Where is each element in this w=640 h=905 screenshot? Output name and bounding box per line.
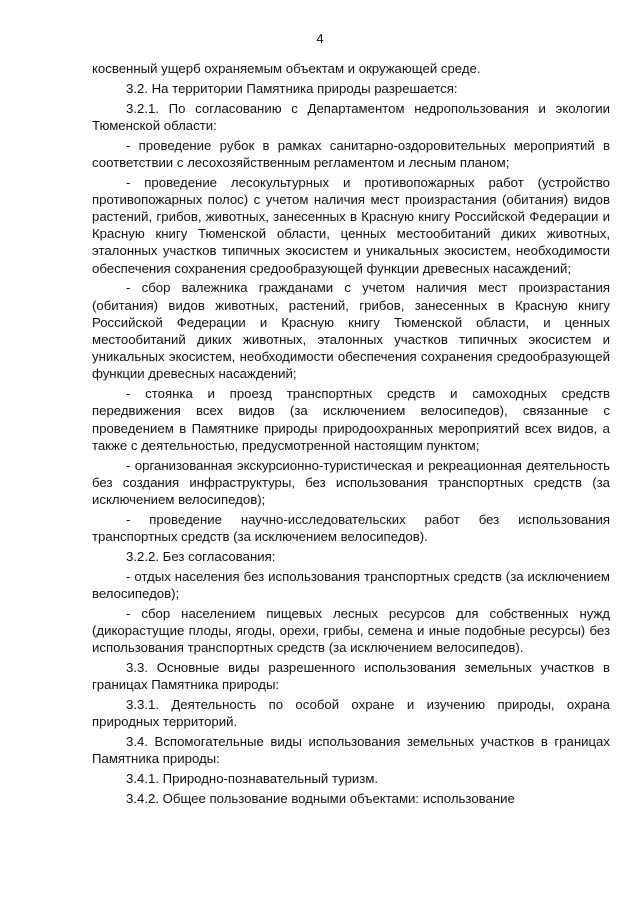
section-heading-3-2: 3.2. На территории Памятника природы разрешается: (126, 80, 458, 96)
paragraph-3-4-2: 3.4.2. Общее пользование водными объектами: использование (126, 790, 515, 806)
list-item: - проведение научно-исследовательских работ без использования транспортных средств (за исключением велосипедов). (92, 511, 610, 545)
paragraph-continuation: косвенный ущерб охраняемым объектам и окружающей среде. (92, 61, 481, 76)
paragraph-3-4-1: 3.4.1. Природно-познавательный туризм. (126, 770, 379, 786)
list-item: - отдых населения без использования транспортных средств (за исключением велосипедов); (92, 568, 610, 601)
document-body (92, 60, 610, 809)
list-item: - проведение лесокультурных и противопожарных работ (устройство противопожарных полос) с учетом наличия мест произрастания (обитания) видов растений, грибов, животных, занесенных в Красную книгу Российской Федерации и Красную книгу Тюменской области, ценных местообитаний диких животных, эталонных участков типичных экосистем и уникальных экосистем, необходимости обеспечения сохранения средообразующей функции древесных насаждений; (92, 174, 610, 276)
section-heading-3-3: 3.3. Основные виды разрешенного использования земельных участков в границах Памятника природы: (92, 659, 610, 693)
section-heading-3-4: 3.4. Вспомогательные виды использования земельных участков в границах Памятника природы: (92, 733, 610, 767)
page-number: 4 (316, 31, 324, 46)
subsection-heading-3-2-1: 3.2.1. По согласованию с Департаментом недропользования и экологии Тюменской области: (92, 100, 610, 133)
paragraph-3-3-1: 3.3.1. Деятельность по особой охране и изучению природы, охрана природных территорий. (92, 696, 610, 730)
list-item: - организованная экскурсионно-туристическая и рекреационная деятельность без создания инфраструктуры, без использования транспортных средств (за исключением велосипедов); (92, 457, 610, 508)
list-item: - сбор населением пищевых лесных ресурсов для собственных нужд (дикорастущие плоды, ягоды, орехи, грибы, семена и иные подобные ресурсы) без использования транспортных средств (за исключением велосипедов). (92, 605, 610, 656)
list-item: - сбор валежника гражданами с учетом наличия мест произрастания (обитания) видов животных, растений, грибов, занесенных в Красную книгу Российской Федерации и Красную книгу Тюменской области, и ценных местообитаний диких животных, эталонных участков типичных экосистем и уникальных экосистем, необходимости обеспечения сохранения средообразующей функции древесных насаждений; (92, 280, 610, 382)
subsection-heading-3-2-2: 3.2.2. Без согласования: (126, 548, 276, 564)
list-item: - стоянка и проезд транспортных средств и самоходных средств передвижения всех видов (за исключением велосипедов), связанные с проведением в Памятнике природы природоохранных мероприятий всех видов, а также с деятельностью, предусмотренной настоящим пунктом; (92, 386, 610, 453)
list-item: - проведение рубок в рамках санитарно-оздоровительных мероприятий в соответствии с лесохозяйственным регламентом и лесным планом; (92, 137, 610, 170)
